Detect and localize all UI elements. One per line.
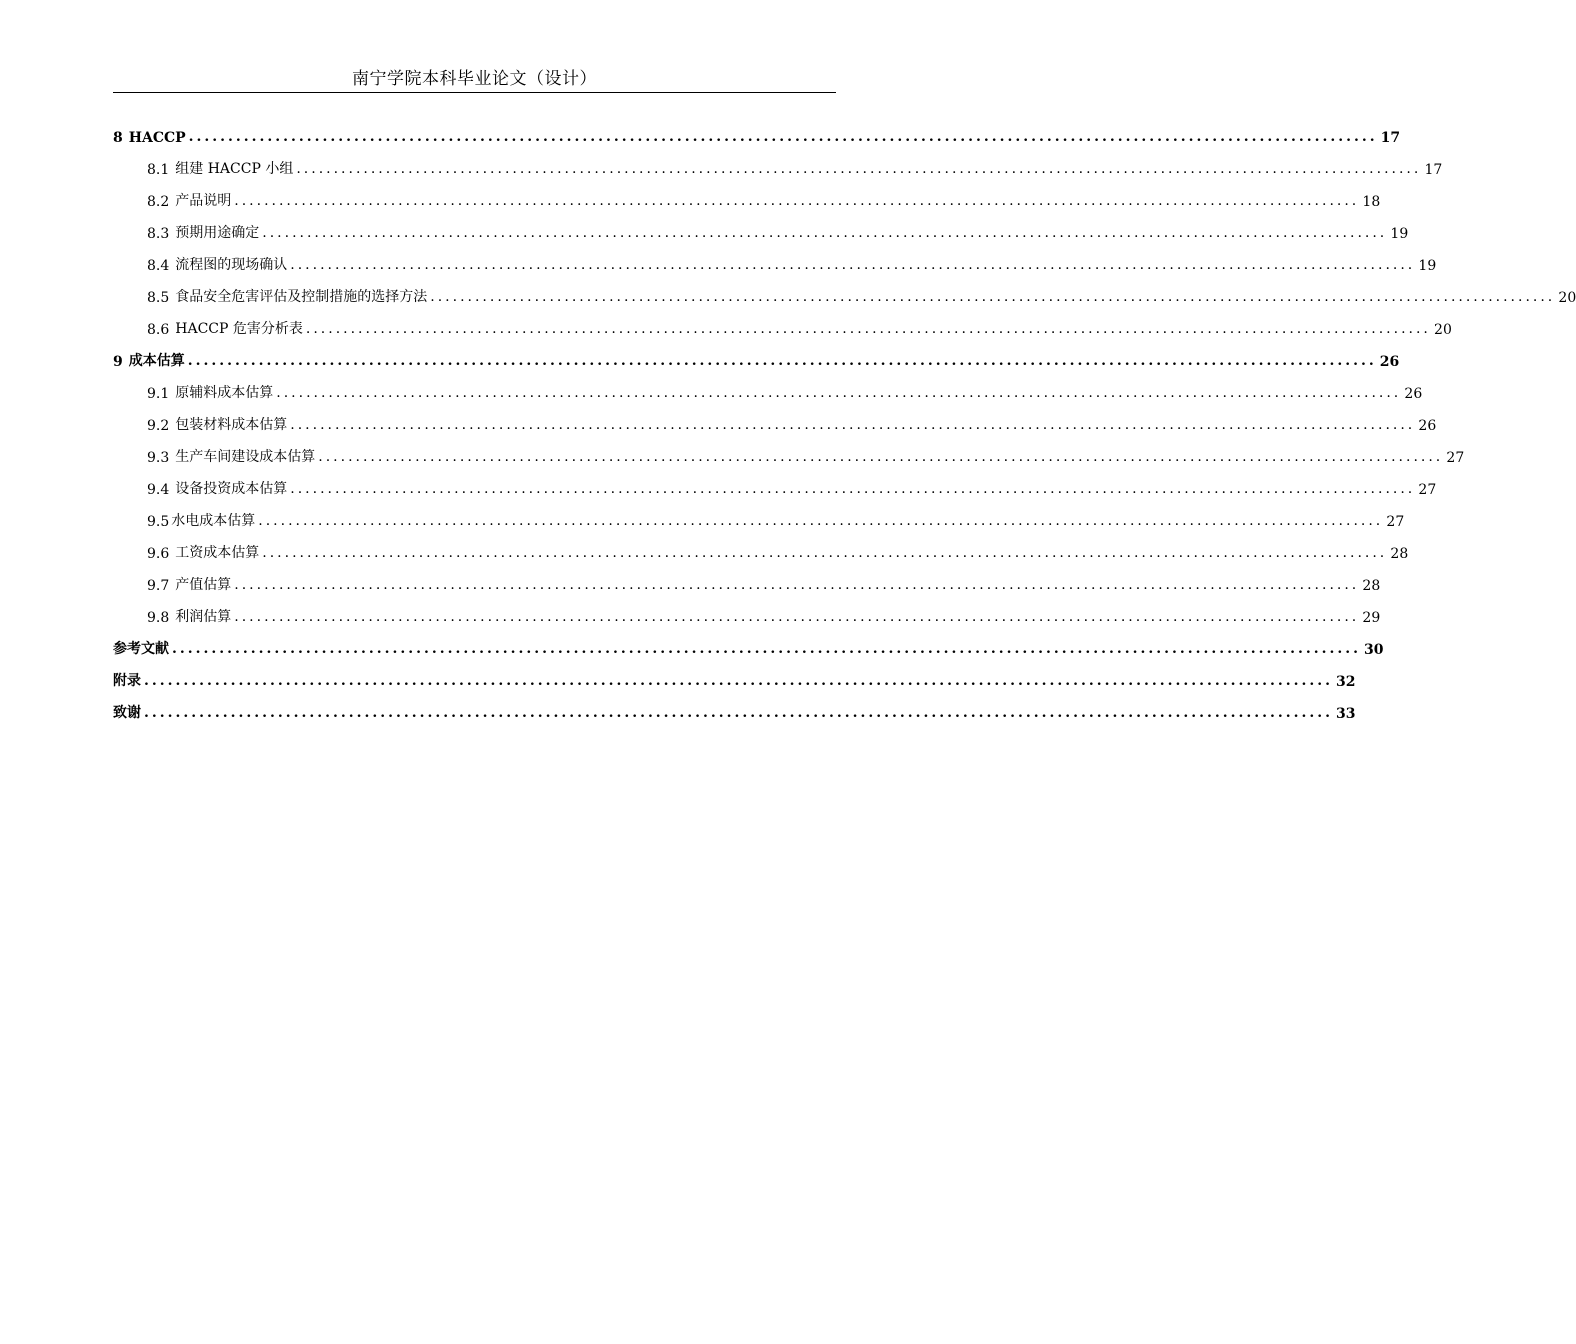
toc-entry-number: 8.1 (147, 162, 170, 178)
toc-entry-title: 成本估算 (128, 353, 185, 369)
toc-entry-title: 参考文献 (113, 641, 169, 657)
toc-leader-dots: ....................................................................................................................................................... (318, 449, 1444, 465)
toc-entry-8-5[interactable] (113, 274, 1576, 306)
toc-entry-8-3[interactable] (113, 210, 1409, 242)
toc-entry-page: 27 (1418, 482, 1437, 498)
table-of-contents (113, 114, 1576, 722)
toc-entry-title: 设备投资成本估算 (175, 481, 288, 497)
toc-leader-dots: ....................................................................................................................................................... (234, 193, 1360, 209)
toc-entry-8-2[interactable] (113, 178, 1381, 210)
toc-entry-title: 流程图的现场确认 (175, 257, 288, 273)
toc-entry-number: 8.5 (147, 290, 170, 306)
toc-leader-dots: ....................................................................................................................................................... (258, 513, 1384, 529)
toc-leader-dots: ....................................................................................................................................................... (172, 641, 1361, 657)
toc-entry-title: 预期用途确定 (175, 225, 260, 241)
toc-entry-page: 19 (1418, 258, 1437, 274)
toc-leader-dots: ....................................................................................................................................................... (234, 609, 1360, 625)
page-header (113, 66, 836, 93)
toc-entry-page: 17 (1380, 130, 1401, 146)
toc-entry-number: 9.3 (147, 450, 170, 466)
toc-entry-number: 8 (113, 130, 123, 146)
toc-entry-9-6[interactable] (113, 530, 1409, 562)
toc-entry-acknowledgements[interactable] (113, 690, 1356, 722)
toc-entry-title: 产品说明 (175, 193, 232, 209)
toc-entry-page: 29 (1362, 610, 1381, 626)
toc-entry-number: 8.6 (147, 322, 170, 338)
toc-entry-page: 26 (1418, 418, 1437, 434)
toc-entry-page: 20 (1558, 290, 1576, 306)
toc-entry-number: 9.5 (147, 514, 170, 530)
toc-entry-references[interactable] (113, 626, 1384, 658)
toc-leader-dots: ....................................................................................................................................................... (187, 353, 1377, 369)
toc-entry-8-6[interactable] (113, 306, 1452, 338)
toc-entry-number: 9.4 (147, 482, 170, 498)
toc-entry-page: 30 (1363, 642, 1384, 658)
toc-entry-title: 包装材料成本估算 (175, 417, 288, 433)
toc-entry-page: 32 (1335, 674, 1356, 690)
toc-entry-page: 26 (1404, 386, 1423, 402)
toc-entry-title: 利润估算 (175, 609, 232, 625)
toc-entry-page: 33 (1335, 706, 1356, 722)
toc-entry-title: 产值估算 (175, 577, 232, 593)
toc-leader-dots: ....................................................................................................................................................... (234, 577, 1360, 593)
toc-entry-number: 9.2 (147, 418, 170, 434)
toc-leader-dots: ....................................................................................................................................................... (262, 225, 1388, 241)
toc-entry-9-4[interactable] (113, 466, 1437, 498)
toc-entry-page: 28 (1390, 546, 1409, 562)
page-header-title: 南宁学院本科毕业论文（设计） (352, 69, 597, 89)
toc-entry-number: 9.6 (147, 546, 170, 562)
toc-leader-dots: ....................................................................................................................................................... (290, 257, 1416, 273)
toc-entry-number: 9.1 (147, 386, 170, 402)
toc-entry-page: 26 (1379, 354, 1400, 370)
toc-entry-title: 致谢 (113, 705, 141, 721)
toc-entry-9-5[interactable] (113, 498, 1405, 530)
toc-leader-dots: ....................................................................................................................................................... (262, 545, 1388, 561)
toc-entry-title: 食品安全危害评估及控制措施的选择方法 (175, 289, 428, 305)
toc-leader-dots: ....................................................................................................................................................... (430, 289, 1556, 305)
toc-entry-page: 18 (1362, 194, 1381, 210)
toc-entry-page: 17 (1424, 162, 1443, 178)
toc-leader-dots: ....................................................................................................................................................... (188, 129, 1378, 145)
toc-entry-9[interactable] (113, 338, 1400, 370)
toc-entry-8-1[interactable] (113, 146, 1443, 178)
toc-entry-8[interactable] (113, 114, 1401, 146)
toc-entry-9-8[interactable] (113, 594, 1381, 626)
toc-leader-dots: ....................................................................................................................................................... (144, 705, 1333, 721)
toc-entry-appendix[interactable] (113, 658, 1356, 690)
toc-entry-9-3[interactable] (113, 434, 1465, 466)
toc-entry-title: 水电成本估算 (171, 513, 256, 529)
toc-entry-title: HACCP (128, 130, 186, 146)
toc-entry-number: 9.8 (147, 610, 170, 626)
toc-entry-title: HACCP 危害分析表 (175, 321, 303, 337)
toc-entry-number: 9.7 (147, 578, 170, 594)
toc-entry-number: 8.3 (147, 226, 170, 242)
toc-entry-title: 生产车间建设成本估算 (175, 449, 316, 465)
toc-entry-8-4[interactable] (113, 242, 1437, 274)
toc-entry-9-1[interactable] (113, 370, 1423, 402)
toc-entry-title: 原辅料成本估算 (175, 385, 274, 401)
toc-leader-dots: ....................................................................................................................................................... (296, 161, 1422, 177)
toc-leader-dots: ....................................................................................................................................................... (144, 673, 1333, 689)
toc-entry-page: 19 (1390, 226, 1409, 242)
toc-entry-number: 8.2 (147, 194, 170, 210)
toc-leader-dots: ....................................................................................................................................................... (305, 321, 1431, 337)
toc-entry-page: 20 (1434, 322, 1452, 338)
toc-entry-number: 9 (113, 354, 123, 370)
toc-entry-9-2[interactable] (113, 402, 1437, 434)
toc-entry-page: 28 (1362, 578, 1381, 594)
toc-entry-title: 组建 HACCP 小组 (175, 161, 294, 177)
toc-entry-page: 27 (1386, 514, 1405, 530)
toc-entry-number: 8.4 (147, 258, 170, 274)
toc-entry-title: 工资成本估算 (175, 545, 260, 561)
toc-leader-dots: ....................................................................................................................................................... (290, 481, 1416, 497)
toc-entry-title: 附录 (113, 673, 141, 689)
toc-leader-dots: ....................................................................................................................................................... (290, 417, 1416, 433)
toc-entry-page: 27 (1446, 450, 1465, 466)
toc-leader-dots: ....................................................................................................................................................... (276, 385, 1402, 401)
toc-entry-9-7[interactable] (113, 562, 1381, 594)
